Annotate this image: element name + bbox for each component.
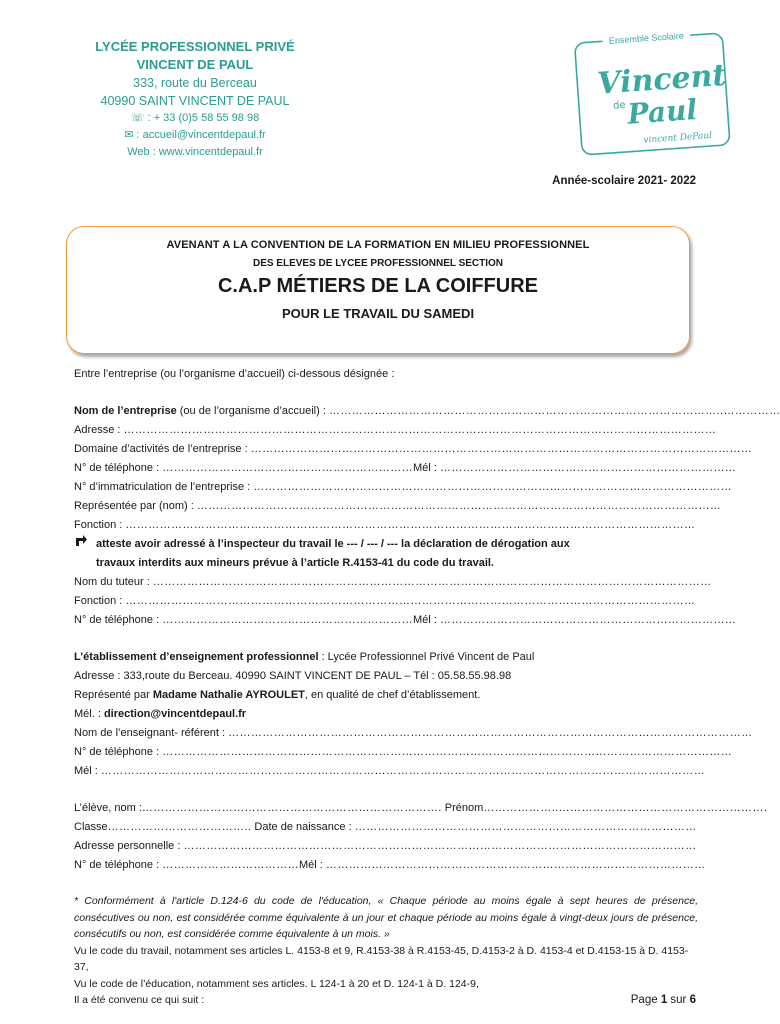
entreprise-intro: Entre l’entreprise (ou l’organisme d’accueil) ci-dessous désignée : [74,368,395,380]
field-representee: Représentée par (nom) : ………………………………………………………………………………………………………………………… [74,500,722,512]
field-mel-enseignant: Mél : …………………………………………………………………………………………………………………………………………… [74,765,706,777]
field-immatriculation: N° d’immatriculation de l’entreprise : ……………………………………………………………………………………………………………… [74,481,733,493]
field-nom-entreprise: Nom de l’entreprise (ou de l’organisme d’accueil) : …………………………………………………………………………………………..…………… [74,405,780,417]
etablissement-representant: Représenté par Madame Nathalie AYROULET, en qualité de chef d’établissement. [74,689,481,701]
school-web: Web : www.vincentdepaul.fr [127,146,263,158]
vincent-de-paul-logo [568,20,736,160]
logo-word-de: de [612,99,626,112]
field-classe-naissance: Classe……………………………….. Date de naissance : ……………………………………………………………………………… [74,821,697,833]
field-telephone-mel: N° de téléphone : …………………………………………………………Mél : …………………………………………………………………… [74,462,737,474]
field-telephone-enseignant: N° de téléphone : …………………………………………………………………………………………………………………………………… [74,746,733,758]
atteste-line-1: atteste avoir adressé à l’inspecteur du travail le --- / --- / --- la déclaration de dérogation aux [96,538,570,550]
document-body [74,365,780,1009]
logo-word-vincent: Vincent [596,57,728,102]
atteste-line-2: travaux interdits aux mineurs prévue à l’article R.4153-41 du code du travail. [96,557,494,569]
school-name-1: LYCÉE PROFESSIONNEL PRIVÉ [95,39,295,54]
etablissement-mel: Mél. : direction@vincentdepaul.fr [74,708,247,720]
note-conformement: * Conformément à l'article D.124-6 du code de l'éducation, « Chaque période au moins égale à sept heures de présence, consécutives ou non, est considérée comme équivalente à un jour et chaque période au moins égale à vingt-deux jours de présence, consécutifs ou non, est considérée comme équivalente à un mois. » [74,895,698,940]
field-adresse-personnelle: Adresse personnelle : ……………………………………………………………………………………………………………………… [74,840,697,852]
title-line-4: POUR LE TRAVAIL DU SAMEDI [281,306,475,321]
etablissement-adresse: Adresse : 333,route du Berceau. 40990 SAINT VINCENT DE PAUL – Tél : 05.58.55.98.98 [74,670,512,682]
title-line-1: AVENANT A LA CONVENTION DE LA FORMATION EN MILIEU PROFESSIONNEL [166,239,590,251]
note-code-education: Vu le code de l’éducation, notamment ses articles. L 124-1 à 20 et D. 124-1 à D. 124-9, [74,977,479,990]
logo-word-paul: Paul [626,92,699,131]
field-eleve-nom-prenom: L’élève, nom :……………………………………………………………………. Prénom………………..………………………………………………. [74,802,768,814]
field-fonction-tuteur: Fonction : …………………………………………………………………………………………………………………………………… [74,595,696,607]
note-convenu: Il a été convenu ce qui suit : [74,994,205,1006]
school-email: ✉ : accueil@vincentdepaul.fr [124,129,266,141]
arrow-bullet-icon [74,535,96,573]
field-telephone-mel-tuteur: N° de téléphone : …………………………………………………………Mél : …………………………………………………………………… [74,614,737,626]
title-line-2: DES ELEVES DE LYCEE PROFESSIONNEL SECTION [252,258,504,269]
title-box [66,226,690,354]
school-address-1: 333, route du Berceau [133,76,257,90]
school-address-2: 40990 SAINT VINCENT DE PAUL [100,94,290,108]
school-header [60,38,330,161]
note-code-travail: Vu le code du travail, notamment ses articles L. 4153-8 et 9, R.4153-38 à R.4153-45, D.4153-2 à D. 4153-4 et D.4153-15 à D. 4153-37, [74,944,689,973]
field-tuteur: Nom du tuteur : ………………………………………………………………………………………………………………………………… [74,576,712,588]
field-enseignant: Nom de l’enseignant- référent : ………………………………………………………………………………………………………………………… [74,727,753,739]
logo-top-text: Ensemble Scolaire [608,30,685,46]
field-domaine: Domaine d’activités de l’entreprise : …………………………………………………………………………………………………………………… [74,443,753,455]
field-adresse: Adresse : ………………………………………………………………………………………………………………………………………… [74,424,717,436]
school-name-2: VINCENT DE PAUL [136,57,254,72]
logo-signature: vincent DePaul [643,130,713,146]
etablissement-heading: L’établissement d’enseignement professionnel : Lycée Professionnel Privé Vincent de Paul [74,651,535,663]
title-line-3: C.A.P MÉTIERS DE LA COIFFURE [217,275,539,297]
field-fonction: Fonction : …………………………………………………………………………………………………………………………………… [74,519,696,531]
atteste-statement [74,535,698,573]
school-phone: ☏ : + 33 (0)5 58 55 98 98 [130,112,260,124]
field-telephone-mel-eleve: N° de téléphone : ………………………………Mél : ……………………………………………………….……………………………… [74,859,706,871]
school-year: Année-scolaire 2021- 2022 [552,175,696,187]
page-number: Page 1 sur 6 [630,994,696,1006]
